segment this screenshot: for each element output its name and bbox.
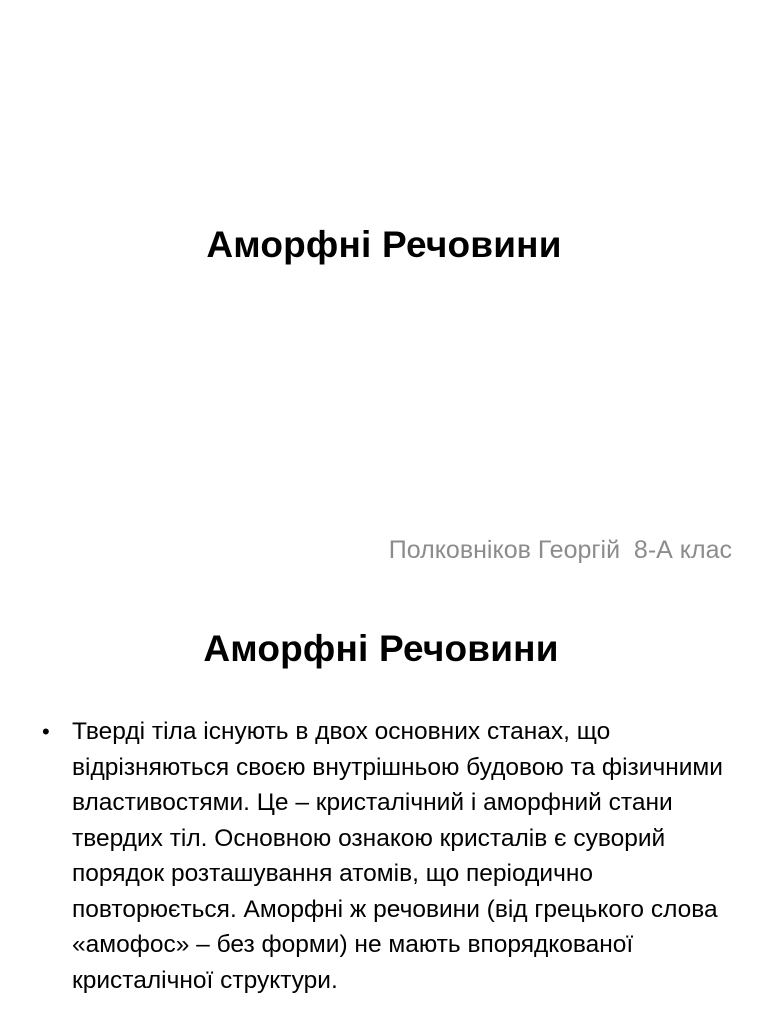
bullet-dot-icon: • — [42, 719, 50, 744]
bullet-item — [42, 714, 732, 998]
slide-title: Аморфні Речовини — [206, 224, 562, 265]
bullet-list — [42, 714, 732, 998]
content-slide — [0, 596, 768, 1024]
slide-title: Аморфні Речовини — [203, 628, 559, 669]
bullet-text: Тверді тіла існують в двох основних станах, що відрізняються своєю внутрішньою будовою та фізичними властивостями. Це – кристалічний і аморфний стани твердих тіл. Основною ознакою кристалів є суворий порядок розташування атомів, що періодично повторюється. Аморфні ж речовини (від грецького слова «амофос» – без форми) не мають впорядкованої кристалічної структури. — [72, 718, 723, 994]
slide-subtitle-author: Полковніков Георгій 8-А клас — [388, 536, 732, 564]
